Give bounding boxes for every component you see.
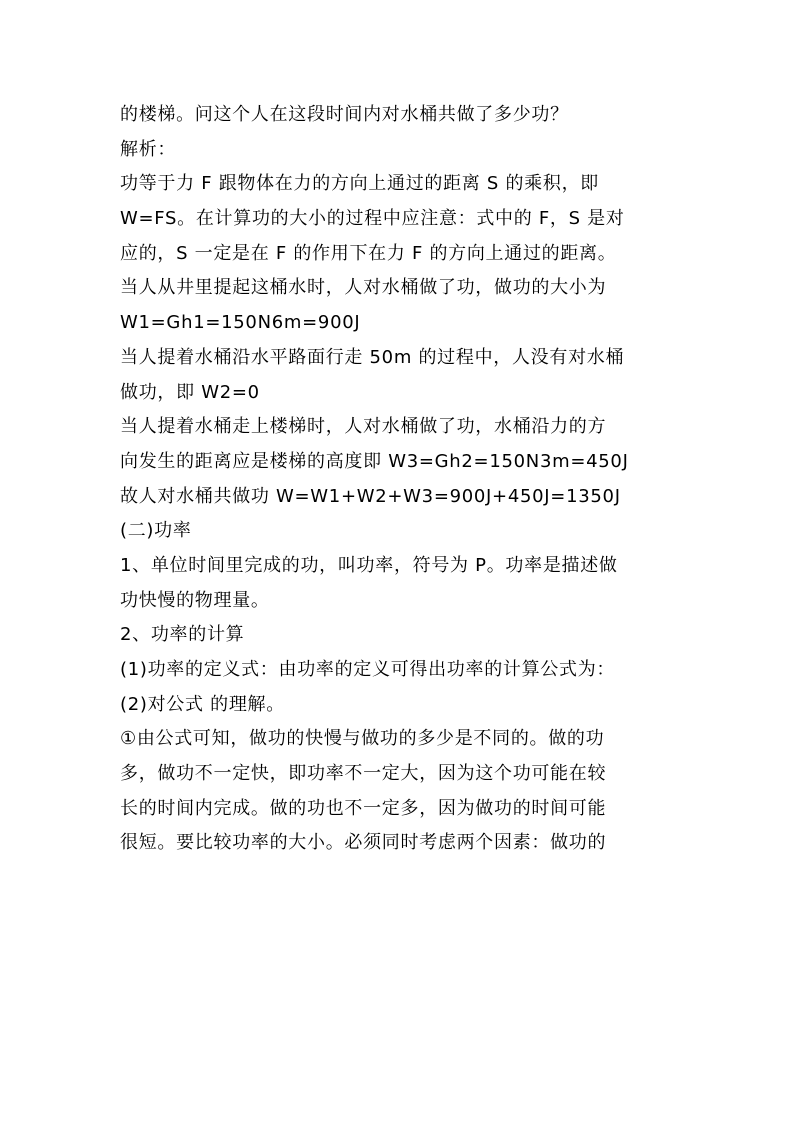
text-line: 当人提着水桶走上楼梯时，人对水桶做了功，水桶沿力的方 [120,416,607,438]
text-line: 长的时间内完成。做的功也不一定多，因为做功的时间可能 [120,797,607,819]
text-line: 1、单位时间里完成的功，叫功率，符号为 P。功率是描述做 [120,554,618,576]
text-line: W1=Gh1=150N6m=900J [120,312,361,334]
text-line: (1)功率的定义式：由功率的定义可得出功率的计算公式为： [120,659,616,680]
text-line: 功快慢的物理量。 [120,589,270,611]
text-line: ①由公式可知，做功的快慢与做功的多少是不同的。做的功 [120,728,605,750]
document-body [120,98,680,861]
text-line: 应的，S 一定是在 F 的作用下在力 F 的方向上通过的距离。 [120,242,617,264]
text-line: 的楼梯。问这个人在这段时间内对水桶共做了多少功？ [120,104,569,125]
text-line: 多，做功不一定快，即功率不一定大，因为这个功可能在较 [120,763,607,785]
text-line: 当人从井里提起这桶水时，人对水桶做了功，做功的大小为 [120,277,607,299]
text-line: 做功，即 W2=0 [120,381,260,403]
subsection-heading: 2、功率的计算 [120,624,245,646]
text-line: 向发生的距离应是楼梯的高度即 W3=Gh2=150N3m=450J [120,450,629,472]
text-line: 很短。要比较功率的大小。必须同时考虑两个因素：做功的 [120,832,607,854]
text-line: W=FS。在计算功的大小的过程中应注意：式中的 F，S 是对 [120,208,625,230]
text-line: 故人对水桶共做功 W=W1+W2+W3=900J+450J=1350J [120,485,621,507]
text-line: 当人提着水桶沿水平路面行走 50m 的过程中，人没有对水桶 [120,346,625,368]
text-line: 解析： [120,138,177,160]
text-line: (2)对公式 的理解。 [120,693,285,715]
section-heading: (二)功率 [120,520,192,542]
text-line: 功等于力 F 跟物体在力的方向上通过的距离 S 的乘积，即 [120,173,599,195]
